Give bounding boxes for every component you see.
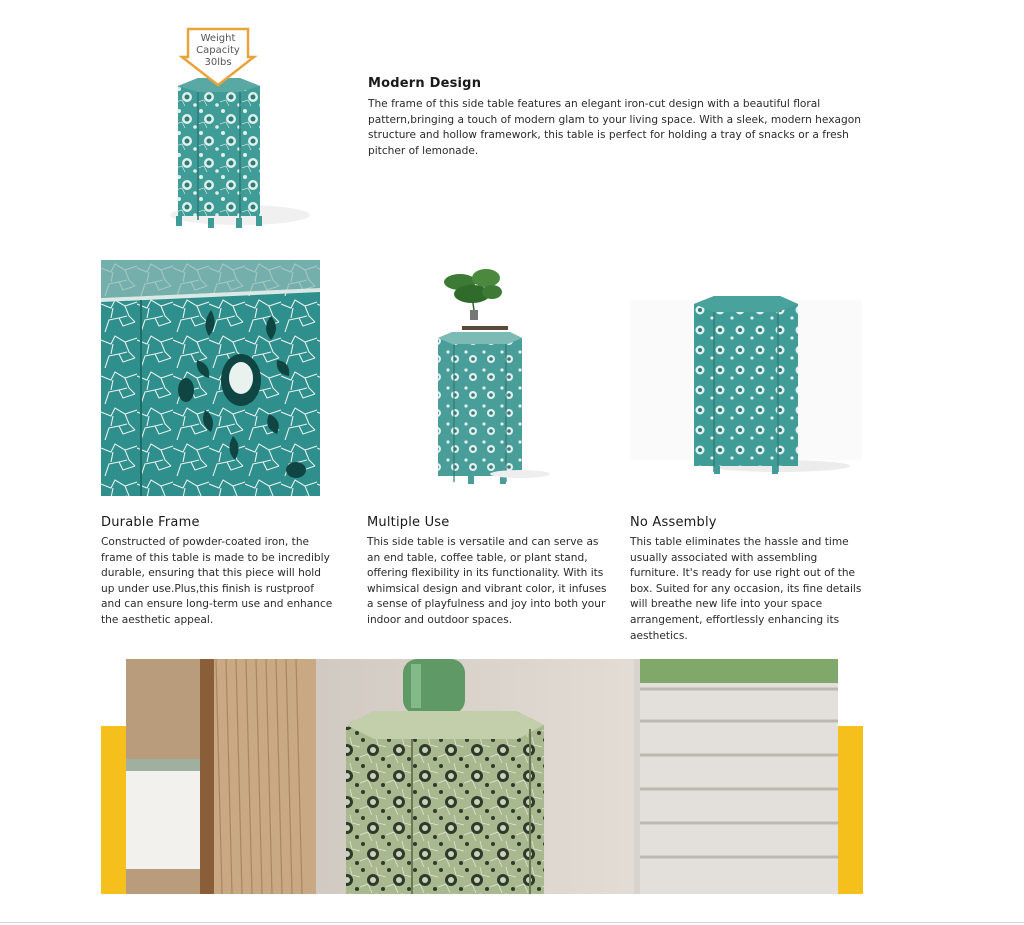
modern-design-title: Modern Design [368, 76, 482, 91]
yellow-accent-right [838, 726, 863, 894]
weight-badge-line2: Capacity [196, 45, 240, 56]
weight-badge-line1: Weight [200, 33, 236, 44]
bottom-divider [0, 922, 1024, 923]
multiple-use-body: This side table is versatile and can serve as an end table, coffee table, or plant stand, offering flexibility in its functionality. With its whimsical design and vibrant color, it infuses a sense of playfulness and joy into both your indoor and outdoor spaces. [367, 536, 607, 626]
multiple-use-title: Multiple Use [367, 515, 450, 530]
frame-closeup-image [101, 260, 320, 496]
durable-frame-body: Constructed of powder-coated iron, the frame of this table is made to be incredibly durable, ensuring that this piece will hold up under use.Plus,this finish is rustproof and can ensure long-term use and enhance the aesthetic appeal. [101, 536, 333, 626]
yellow-accent-left [101, 726, 126, 894]
no-assembly-image [630, 260, 862, 496]
lifestyle-image [126, 659, 838, 894]
no-assembly-title: No Assembly [630, 515, 717, 530]
durable-frame-title: Durable Frame [101, 515, 200, 530]
modern-design-body: The frame of this side table features an elegant iron-cut design with a beautiful floral pattern,bringing a touch of modern glam to your living space. With a sleek, modern hexagon structure and hollow framework, this table is perfect for holding a tray of snacks or a fresh pitcher of lemonade. [368, 98, 861, 157]
plant-stand-image [410, 260, 560, 496]
weight-badge-line3: 30lbs [204, 57, 232, 68]
weight-capacity-badge [178, 27, 258, 87]
no-assembly-body: This table eliminates the hassle and time usually associated with assembling furniture. It's ready for use right out of the box. Suited for any occasion, its fine details will breathe new life into your space arrangement, effortlessly enhancing its aesthetics. [630, 536, 862, 642]
